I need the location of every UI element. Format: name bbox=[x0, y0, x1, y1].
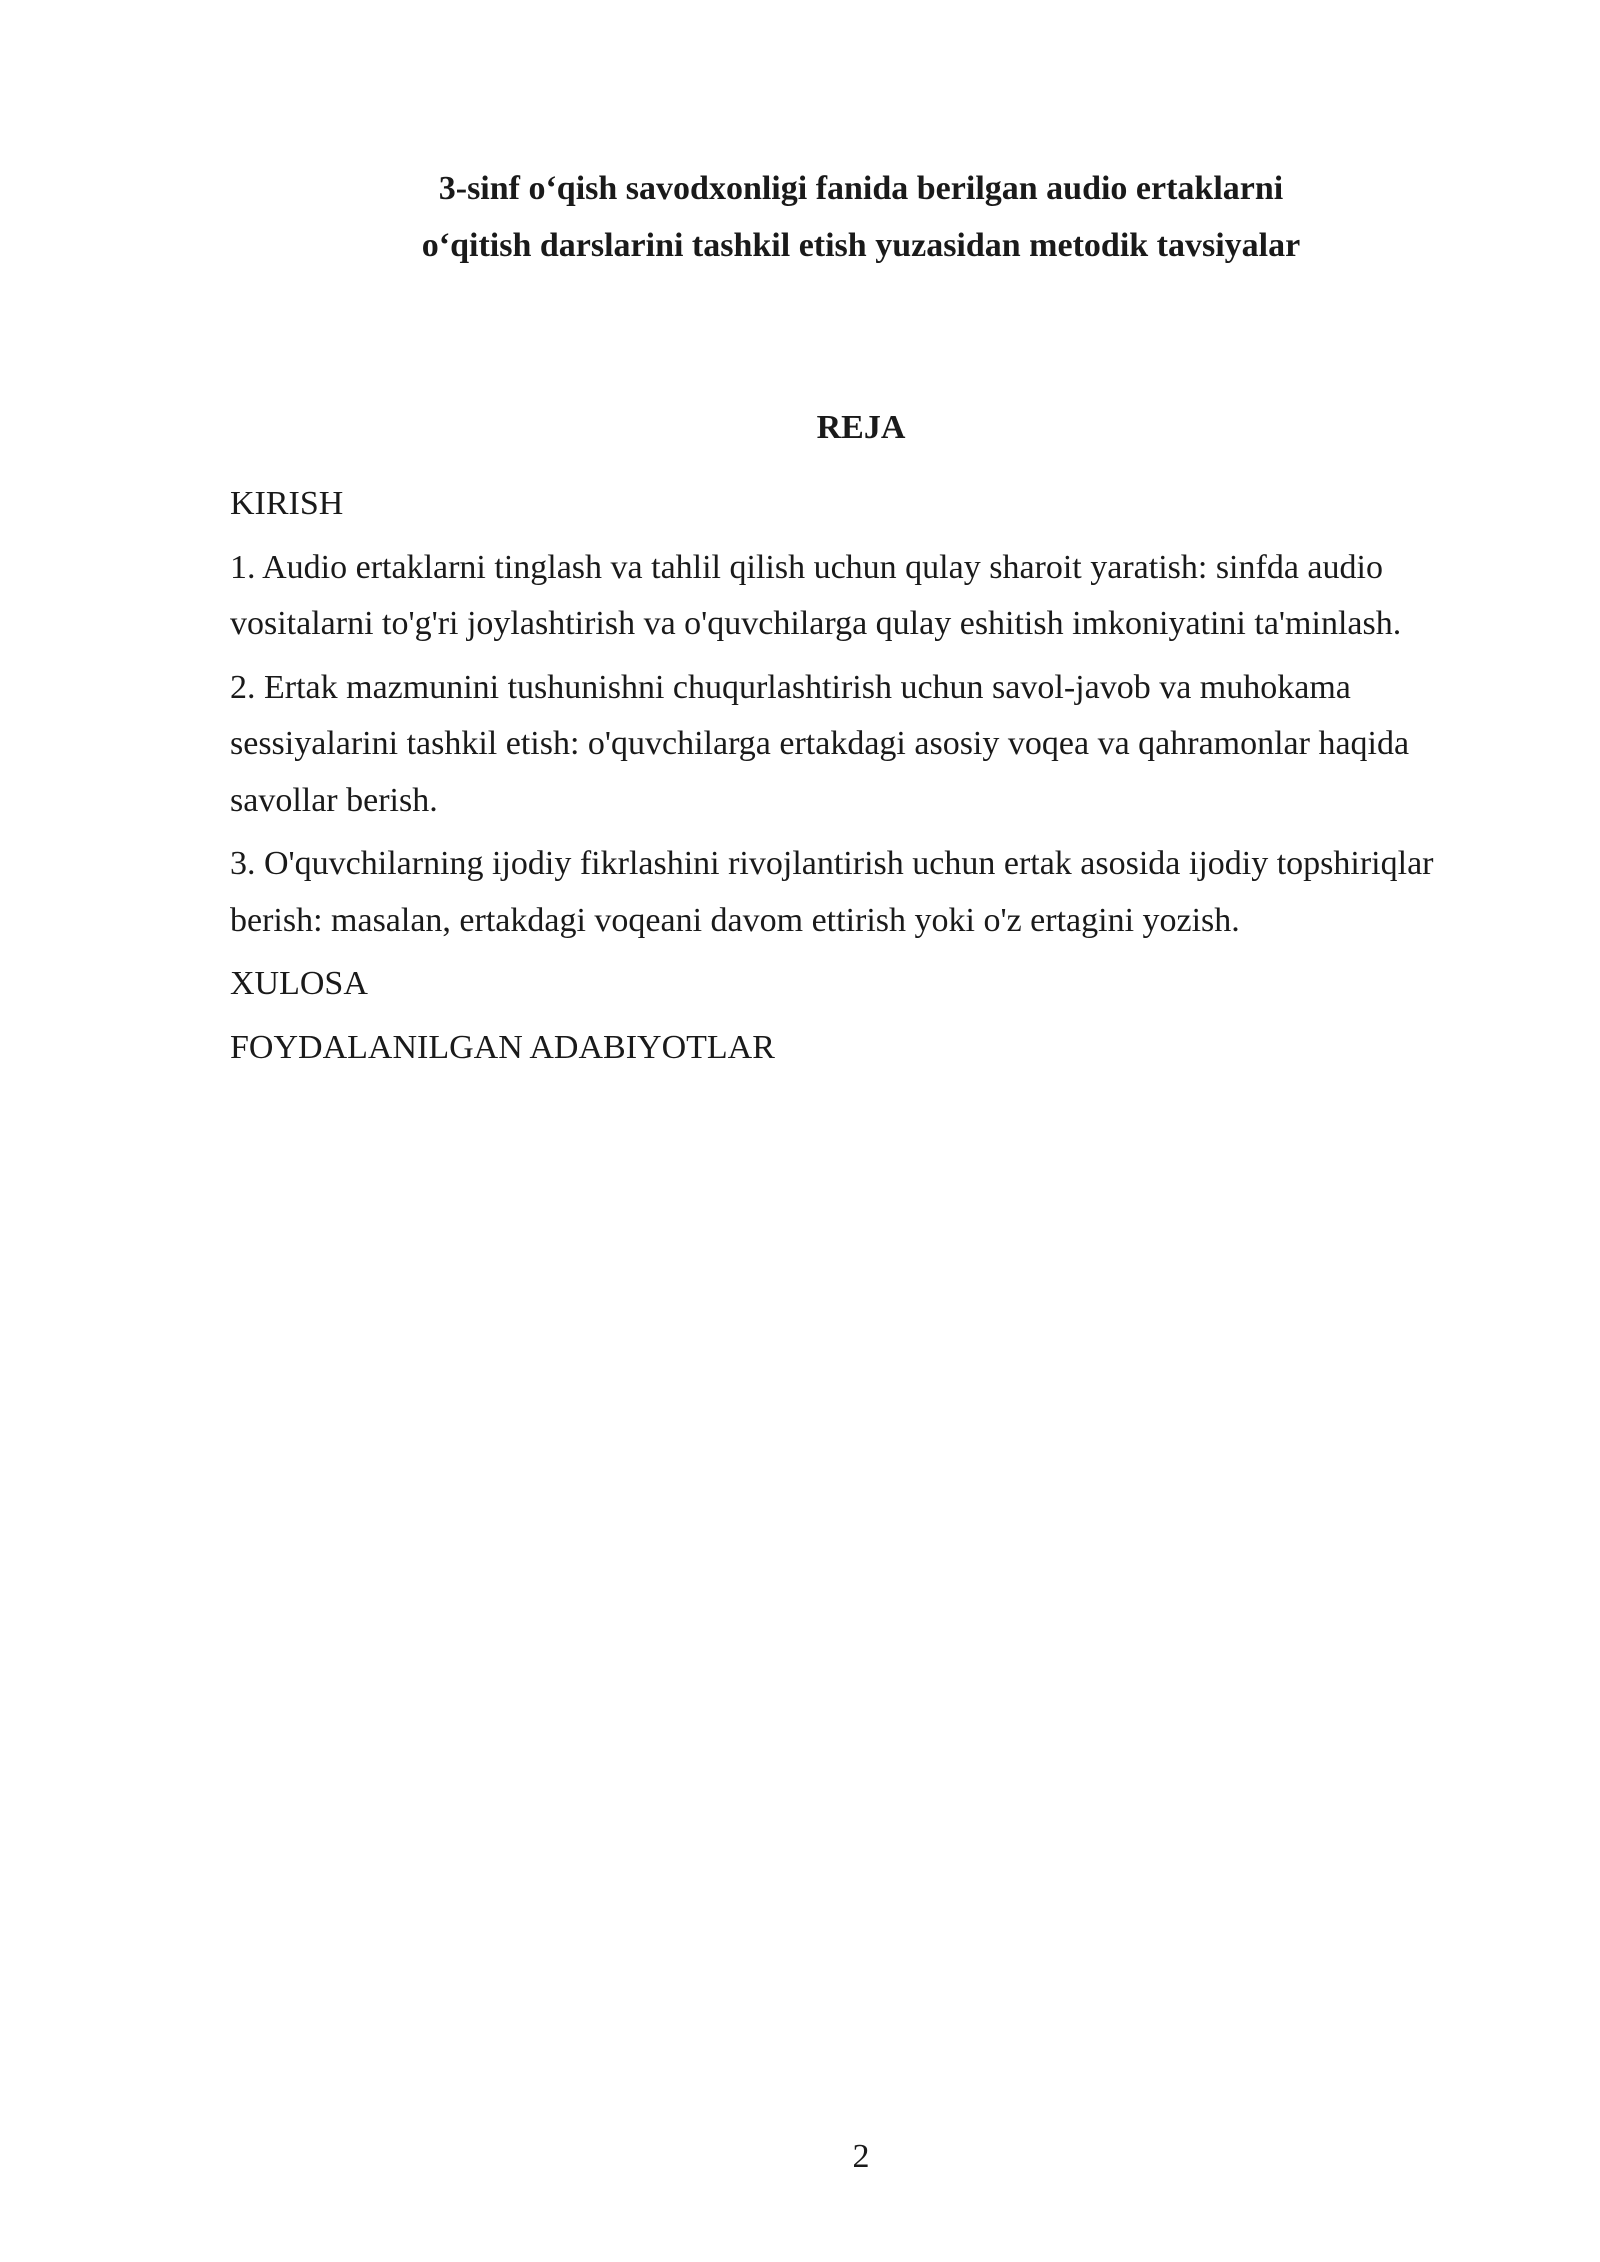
plan-item-references: FOYDALANILGAN ADABIYOTLAR bbox=[230, 1028, 775, 1066]
plan-heading: REJA bbox=[816, 409, 906, 446]
document-title bbox=[0, 160, 1600, 274]
plan-item-2: 2. Ertak mazmunini tushunishni chuqurlashtirish uchun savol-javob va muhokama sessiyalarini tashkil etish: o'quvchilarga ertakdagi asosiy voqea va qahramonlar haqida savollar berish. bbox=[230, 668, 1410, 819]
page-number: 2 bbox=[852, 2138, 870, 2175]
plan-item-1: 1. Audio ertaklarni tinglash va tahlil qilish uchun qulay sharoit yaratish: sinfda audio vositalarni to'g'ri joylashtirish va o'quvchilarga qulay eshitish imkoniyatini ta'minlash. bbox=[230, 548, 1402, 642]
plan-list bbox=[230, 476, 1490, 1083]
plan-item-introduction: KIRISH bbox=[230, 485, 344, 522]
plan-item-conclusion: XULOSA bbox=[230, 965, 368, 1002]
title-line-2: o‘qitish darslarini tashkil etish yuzasidan metodik tavsiyalar bbox=[421, 227, 1301, 264]
plan-item-3: 3. O'quvchilarning ijodiy fikrlashini rivojlantirish uchun ertak asosida ijodiy topshiriqlar berish: masalan, ertakdagi voqeani davom ettirish yoki o'z ertagini yozish. bbox=[230, 845, 1434, 939]
title-line-1: 3-sinf o‘qish savodxonligi fanida berilgan audio ertaklarni bbox=[438, 170, 1284, 207]
